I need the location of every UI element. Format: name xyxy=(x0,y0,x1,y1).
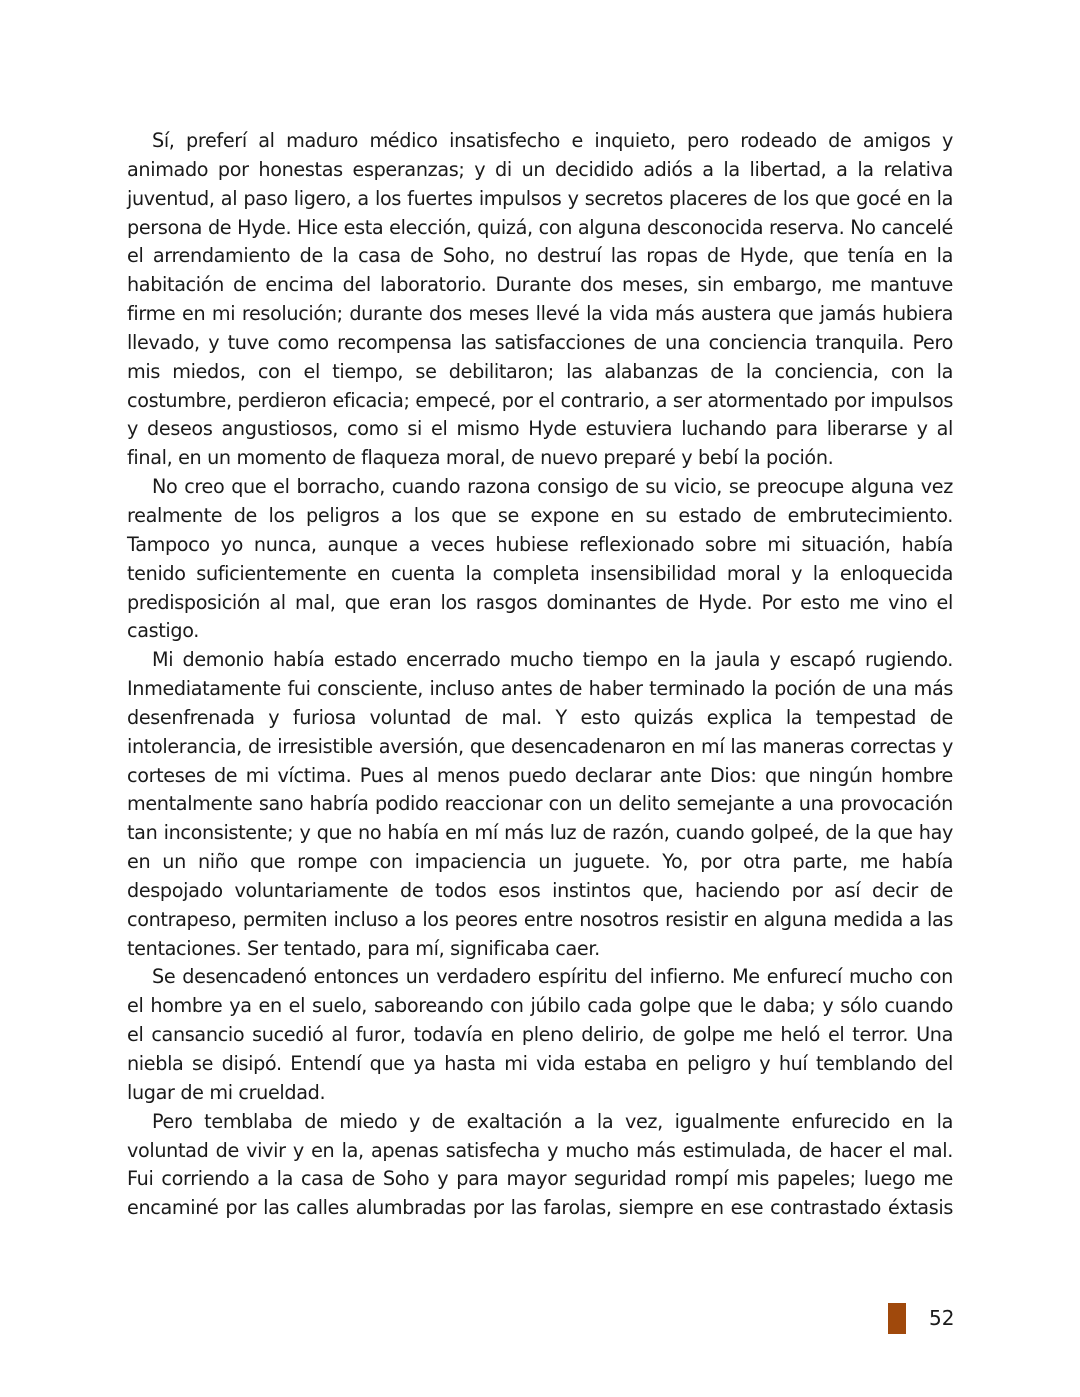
page-marker-bar xyxy=(888,1303,906,1334)
page-footer xyxy=(888,1302,954,1334)
paragraph-4: Se desencadenó entonces un verdadero espíritu del infierno. Me enfurecí mucho con el hombre ya en el suelo, saboreando con júbilo cada golpe que le daba; y sólo cuando el cansancio sucedió al furor, todavía en pleno delirio, de golpe me heló el terror. Una niebla se disipó. Entendí que ya hasta mi vida estaba en peligro y huí temblando del lugar de mi crueldad. xyxy=(127,965,953,1104)
body-text xyxy=(127,127,953,1223)
paragraph-5-continues: Pero temblaba de miedo y de exaltación a la vez, igualmente enfurecido en la voluntad de vivir y en la, apenas satisfecha y mucho más estimulada, de hacer el mal. Fui corriendo a la casa de Soho y para mayor seguridad rompí mis papeles; luego me encaminé por las calles alumbradas por las farolas, siempre en ese contrastado éxtasis xyxy=(127,1109,953,1220)
paragraph-3: Mi demonio había estado encerrado mucho tiempo en la jaula y escapó rugiendo. Inmediatamente fui consciente, incluso antes de haber terminado la poción de una más desenfrenada y furiosa voluntad de mal. Y esto quizás explica la tempestad de intolerancia, de irresistible aversión, que desencadenaron en mí las maneras correctas y corteses de mi víctima. Pues al menos puedo declarar ante Dios: que ningún hombre mentalmente sano habría podido reaccionar con un delito semejante a una provocación tan inconsistente; y que no había en mí más luz de razón, cuando golpeé, de la que hay en un niño que rompe con impaciencia un juguete. Yo, por otra parte, me había despojado voluntariamente de todos esos instintos que, haciendo por así decir de contrapeso, permiten incluso a los peores entre nosotros resistir en alguna medida a las tentaciones. Ser tentado, para mí, significaba caer. xyxy=(127,648,953,960)
paragraph-1: Sí, preferí al maduro médico insatisfecho e inquieto, pero rodeado de amigos y animado por honestas esperanzas; y di un decidido adiós a la libertad, a la relativa juventud, al paso ligero, a los fuertes impulsos y secretos placeres de los que gocé en la persona de Hyde. Hice esta elección, quizá, con alguna desconocida reserva. No cancelé el arrendamiento de la casa de Soho, no destruí las ropas de Hyde, que tenía en la habitación de encima del laboratorio. Durante dos meses, sin embargo, me mantuve firme en mi resolución; durante dos meses llevé la vida más austera que jamás hubiera llevado, y tuve como recompensa las satisfacciones de una conciencia tranquila. Pero mis miedos, con el tiempo, se debilitaron; las alabanzas de la conciencia, con la costumbre, perdieron eficacia; empecé, por el contrario, a ser atormentado por impulsos y deseos angustiosos, como si el mismo Hyde estuviera luchando para liberarse y al final, en un momento de flaqueza moral, de nuevo preparé y bebí la poción. xyxy=(127,129,953,470)
paragraph-2: No creo que el borracho, cuando razona consigo de su vicio, se preocupe alguna vez realmente de los peligros a los que se expone en su estado de embrutecimiento. Tampoco yo nunca, aunque a veces hubiese reflexionado sobre mi situación, había tenido suficientemente en cuenta la completa insensibilidad moral y la enloquecida predisposición al mal, que eran los rasgos dominantes de Hyde. Por esto me vino el castigo. xyxy=(127,475,953,643)
page-number: 52 xyxy=(929,1306,955,1330)
